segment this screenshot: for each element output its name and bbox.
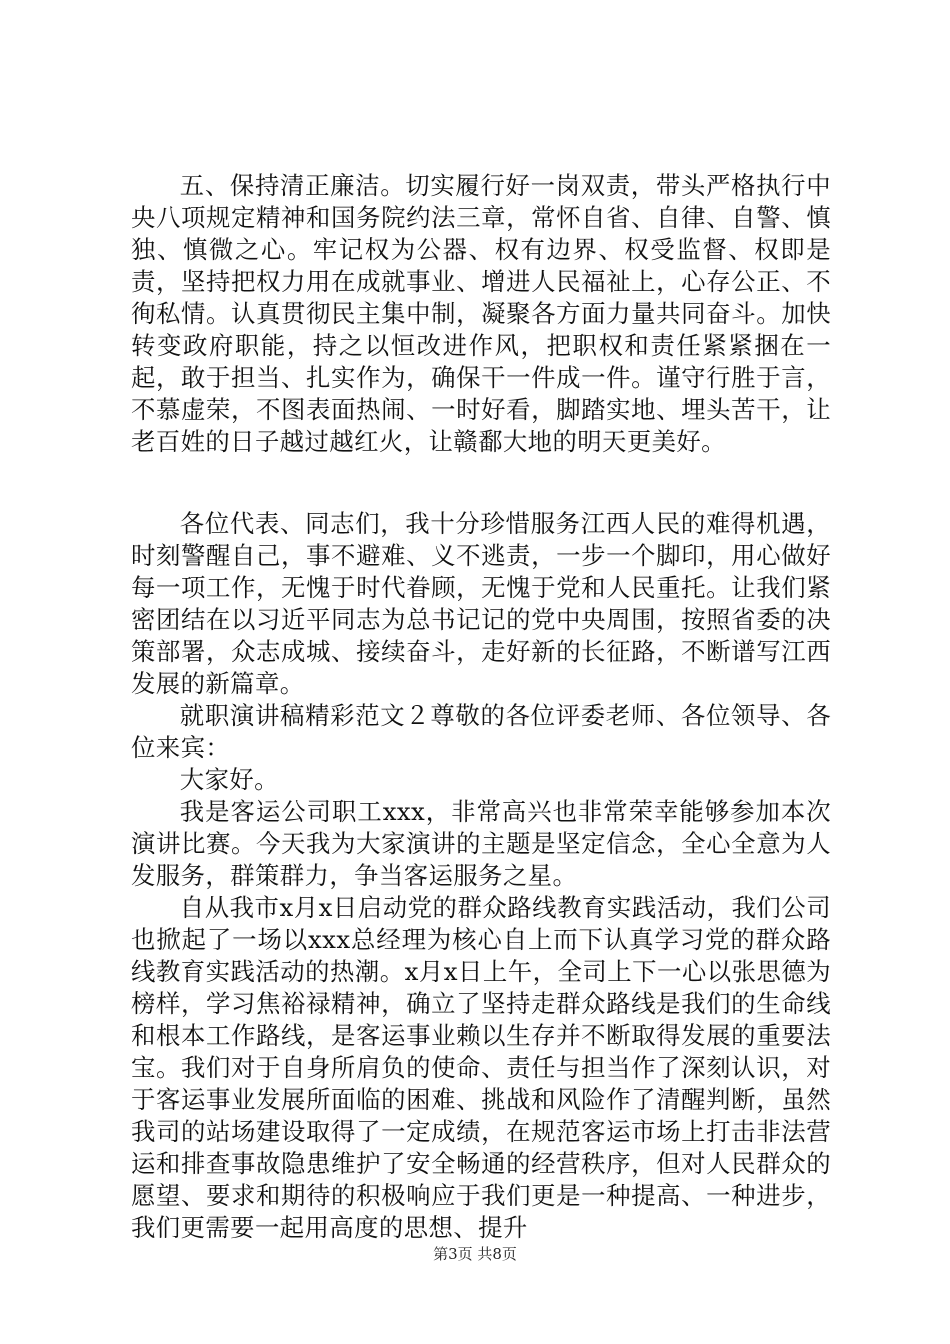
paragraph-self-introduction: 我是客运公司职工xxx，非常高兴也非常荣幸能够参加本次演讲比赛。今天我为大家演讲的主题是坚定信念，全心全意为人发服务，群策群力，争当客运服务之星。	[131, 797, 831, 890]
paragraph-campaign-activity: 自从我市x月x日启动党的群众路线教育实践活动，我们公司也掀起了一场以xxx总经理为核心自上而下认真学习党的群众路线教育实践活动的热潮。x月x日上午，全司上下一心以张思德为榜样，学习焦裕禄精神，确立了坚持走群众路线是我们的生命线和根本工作路线，是客运事业赖以生存并不断取得发展的重要法宝。我们对于自身所肩负的使命、责任与担当作了深刻认识，对于客运事业发展所面临的困难、挑战和风险作了清醒判断，虽然我司的站场建设取得了一定成绩，在规范客运市场上打击非法营运和排查事故隐患维护了安全畅通的经营秩序，但对人民群众的愿望、要求和期待的积极响应于我们更是一种提高、一种进步，我们更需要一起用高度的思想、提升	[131, 893, 831, 1242]
paragraph-greeting: 大家好。	[179, 765, 279, 794]
document-body	[131, 170, 831, 1244]
paragraph-gap	[131, 458, 831, 508]
page-number-footer: 第3页 共8页	[433, 1245, 517, 1263]
paragraph-closing-remarks: 各位代表、同志们，我十分珍惜服务江西人民的难得机遇，时刻警醒自己，事不避难、义不逃责，一步一个脚印，用心做好每一项工作，无愧于时代眷顾，无愧于党和人民重托。让我们紧密团结在以习近平同志为总书记记的党中央周围，按照省委的决策部署，众志成城、接续奋斗，走好新的长征路，不断谱写江西发展的新篇章。	[131, 509, 831, 698]
paragraph-speech-heading: 就职演讲稿精彩范文２尊敬的各位评委老师、各位领导、各位来宾：	[131, 701, 831, 762]
paragraph-integrity: 五、保持清正廉洁。切实履行好一岗双责，带头严格执行中央八项规定精神和国务院约法三章，常怀自省、自律、自警、慎独、慎微之心。牢记权为公器、权有边界、权受监督、权即是责，坚持把权力用在成就事业、增进人民福祉上，心存公正、不徇私情。认真贯彻民主集中制，凝聚各方面力量共同奋斗。加快转变政府职能，持之以恒改进作风，把职权和责任紧紧捆在一起，敢于担当、扎实作为，确保干一件成一件。谨守行胜于言，不慕虚荣，不图表面热闹、一时好看，脚踏实地、埋头苦干，让老百姓的日子越过越红火，让赣鄱大地的明天更美好。	[131, 171, 831, 456]
